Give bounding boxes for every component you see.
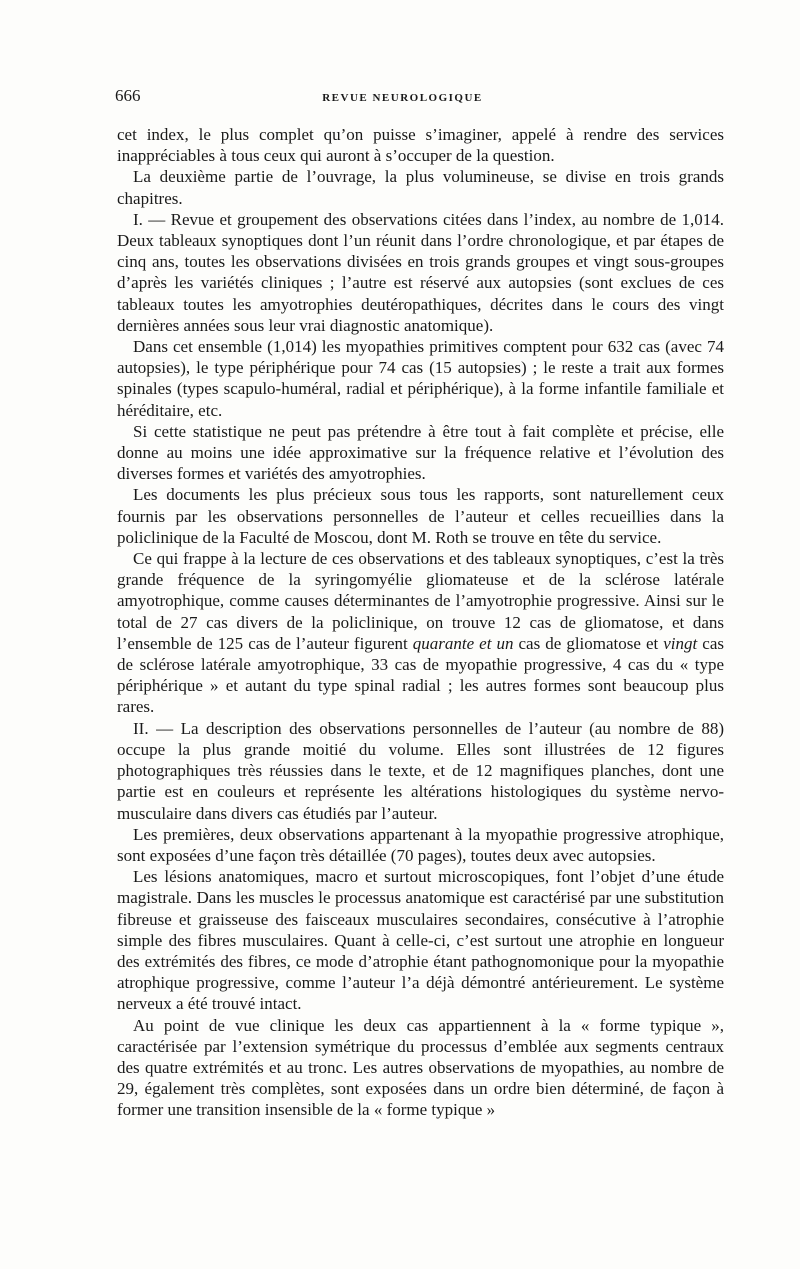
running-title: REVUE NEUROLOGIQUE [322, 92, 483, 104]
paragraph: Au point de vue clinique les deux cas appartiennent à la « forme typique », caractérisée par l’extension symétrique du processus d’emblée aux segments centraux des quatre extrémités et au tronc. Les autres observations de myopathies, au nombre de 29, également très complètes, sont exposées dans un ordre bien déterminé, de façon à former une transition insensible de la « forme typique » [117, 1015, 724, 1120]
paragraph: Dans cet ensemble (1,014) les myopathies primitives comptent pour 632 cas (avec 74 autopsies), le type périphérique pour 74 cas (15 autopsies) ; le reste a trait aux formes spinales (types scapulo-huméral, radial et périphérique), à la forme infantile familiale et héréditaire, etc. [117, 337, 724, 420]
italic-phrase: vingt [663, 633, 698, 653]
paragraph: Les lésions anatomiques, macro et surtout microscopiques, font l’objet d’une étude magistrale. Dans les muscles le processus anatomique est caractérisé par une substitution fibreuse et graisseuse des faisceaux musculaires secondaires, consécutive à l’atrophie simple des fibres musculaires. Quant à celle-ci, c’est surtout une atrophie en longueur des extrémités des fibres, ce mode d’atrophie étant pathognomonique pour la myopathie atrophique progressive, comme l’auteur l’a déjà démontré antérieurement. Le système nerveux a été trouvé intact. [117, 867, 724, 1014]
paragraph: Les premières, deux observations appartenant à la myopathie progressive atrophique, sont exposées d’une façon très détaillée (70 pages), toutes deux avec autopsies. [117, 824, 724, 865]
paragraph: Les documents les plus précieux sous tous les rapports, sont naturellement ceux fournis par les observations personnelles de l’auteur et celles recueillies dans la policlinique de la Faculté de Moscou, dont M. Roth se trouve en tête du service. [117, 485, 724, 547]
paragraph [117, 548, 724, 718]
article-body [117, 124, 724, 1121]
paragraph-text: Ce qui frappe à la lecture de ces observations et des tableaux synoptiques, c’est la très grande fréquence de la syringomyélie gliomateuse et de la sclérose latérale amyotrophique, comme causes déterminantes de l’amyotrophie progressive. Ainsi sur le total de 27 cas divers de la policlinique, on trouve 12 cas de gliomatose, et dans l’ensemble de 125 cas de l’auteur figurent [117, 549, 724, 653]
paragraph: Si cette statistique ne peut pas prétendre à être tout à fait complète et précise, elle donne au moins une idée approximative sur la fréquence relative et l’évolution des diverses formes et variétés des amyotrophies. [117, 421, 724, 484]
italic-phrase: quarante et un [412, 633, 514, 653]
page-header [115, 86, 690, 110]
paragraph-text: cas de gliomatose et [513, 633, 664, 653]
paragraph: La deuxième partie de l’ouvrage, la plus volumineuse, se divise en trois grands chapitres. [117, 167, 724, 208]
page-number: 666 [115, 86, 141, 105]
paragraph: I. — Revue et groupement des observations citées dans l’index, au nombre de 1,014. Deux tableaux synoptiques dont l’un réunit dans l’ordre chronologique, et par étapes de cinq ans, toutes les observations divisées en trois grands groupes et vingt sous-groupes d’après les variétés cliniques ; l’autre est réservé aux autopsies (sont exclues de ces tableaux toutes les amyotrophies deutéropathiques, décrites dans le cours des vingt dernières années sous leur vrai diagnostic anatomique). [117, 209, 724, 335]
paragraph: II. — La description des observations personnelles de l’auteur (au nombre de 88) occupe la plus grande moitié du volume. Elles sont illustrées de 12 figures photographiques très réussies dans le texte, et de 12 magnifiques planches, dont une partie est en couleurs et représente les altérations histologiques du système nervo-musculaire dans divers cas étudiés par l’auteur. [117, 718, 724, 823]
paragraph-text: cas de sclérose latérale amyotrophique, 33 cas de myopathie progressive, 4 cas du « type périphérique » et autant du type spinal radial ; les autres formes sont beaucoup plus rares. [117, 633, 724, 717]
paragraph: cet index, le plus complet qu’on puisse s’imaginer, appelé à rendre des services inappréciables à tous ceux qui auront à s’occuper de la question. [117, 125, 724, 166]
